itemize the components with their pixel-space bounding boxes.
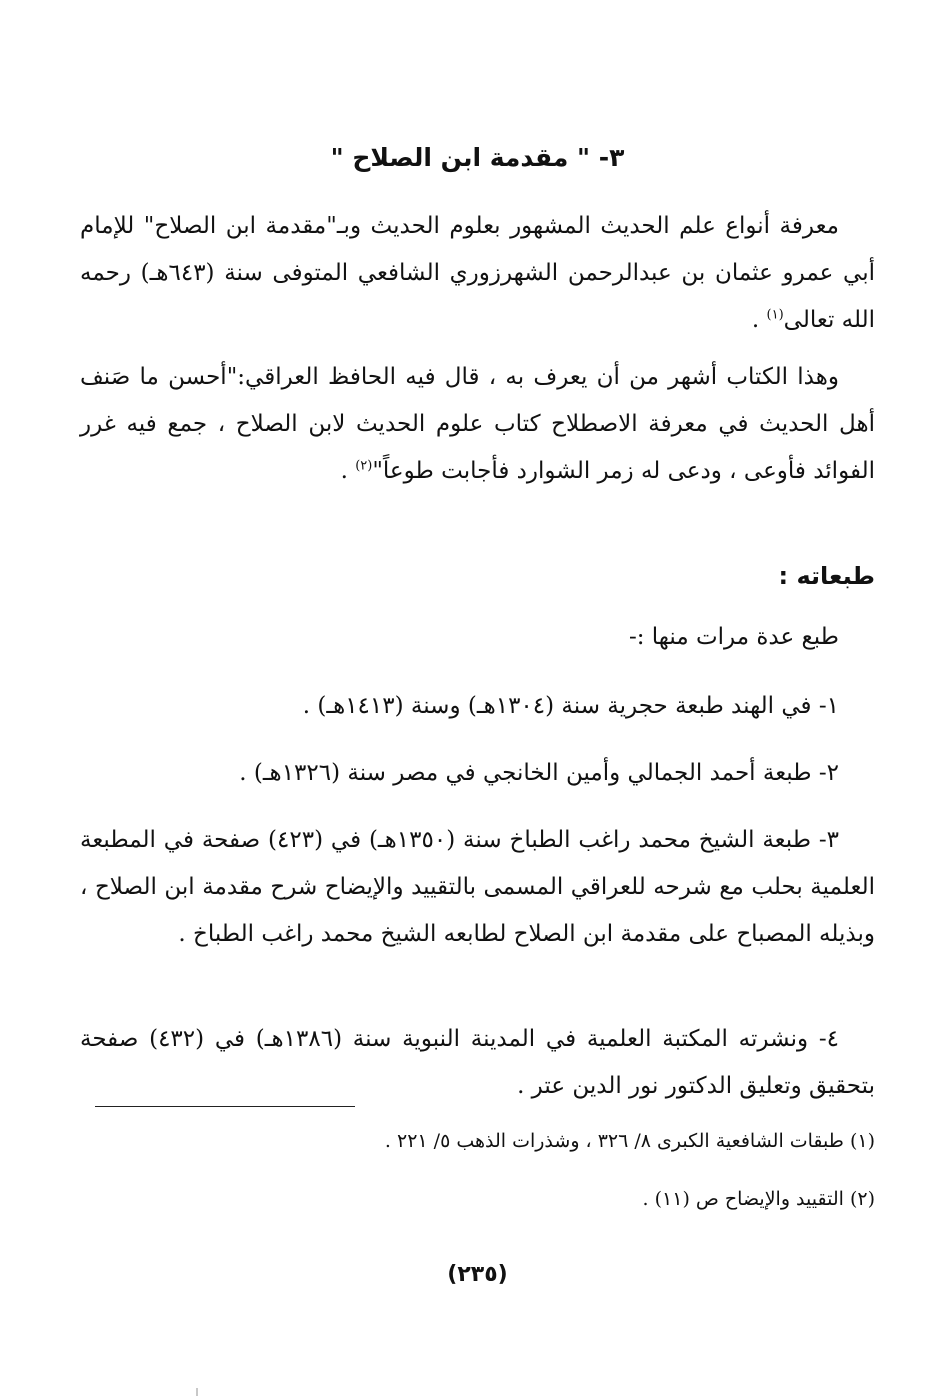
quote-end: . [340, 458, 356, 484]
editions-intro: طبع عدة مرات منها :- [628, 624, 839, 650]
footnote-1: (١) طبقات الشافعية الكبرى ٨/ ٣٢٦ ، وشذرات الذهب ٥/ ٢٢١ . [384, 1130, 875, 1152]
document-page [80, 0, 875, 1400]
intro-text: معرفة أنواع علم الحديث المشهور بعلوم الحديث وبـ"مقدمة ابن الصلاح" للإمام أبي عمرو عثمان بن عبدالرحمن الشهرزوري الشافعي المتوفى سنة (٦٤٣هـ) رحمه الله تعالى [80, 213, 875, 333]
section-title: ٣- " مقدمة ابن الصلاح " [330, 143, 625, 172]
edition-item-3: ٣- طبعة الشيخ محمد راغب الطباخ سنة (١٣٥٠هـ) في (٤٢٣) صفحة في المطبعة العلمية بحلب مع شرحه للعراقي المسمى بالتقييد والإيضاح شرح مقدمة ابن الصلاح ، وبذيله المصباح على مقدمة ابن الصلاح لطابعه الشيخ محمد راغب الطباخ . [80, 827, 875, 947]
footnote-separator [95, 1106, 355, 1107]
quote-paragraph [80, 354, 875, 495]
intro-end: . [751, 307, 767, 333]
page-number: (٢٣٥) [447, 1262, 508, 1287]
footnote-ref-2: (٢) [355, 458, 373, 474]
scan-artifact [196, 1388, 198, 1396]
editions-heading: طبعاته : [778, 562, 875, 590]
edition-item-2: ٢- طبعة أحمد الجمالي وأمين الخانجي في مصر سنة (١٣٢٦هـ) . [239, 760, 839, 786]
intro-paragraph [80, 203, 875, 344]
footnote-ref-1: (١) [766, 307, 784, 323]
footnote-2: (٢) التقييد والإيضاح ص (١١) . [642, 1188, 875, 1210]
edition-item-1: ١- في الهند طبعة حجرية سنة (١٣٠٤هـ) وسنة (١٤١٣هـ) . [302, 693, 839, 719]
quote-text: وهذا الكتاب أشهر من أن يعرف به ، قال فيه الحافظ العراقي:"أحسن ما صَنف أهل الحديث في معرفة الاصطلاح كتاب علوم الحديث لابن الصلاح ، جمع فيه غرر الفوائد فأوعى ، ودعى له زمر الشوارد فأجابت طوعاً" [80, 364, 875, 484]
edition-item-4: ٤- ونشرته المكتبة العلمية في المدينة النبوية سنة (١٣٨٦هـ) في (٤٣٢) صفحة بتحقيق وتعليق الدكتور نور الدين عتر . [80, 1026, 875, 1099]
